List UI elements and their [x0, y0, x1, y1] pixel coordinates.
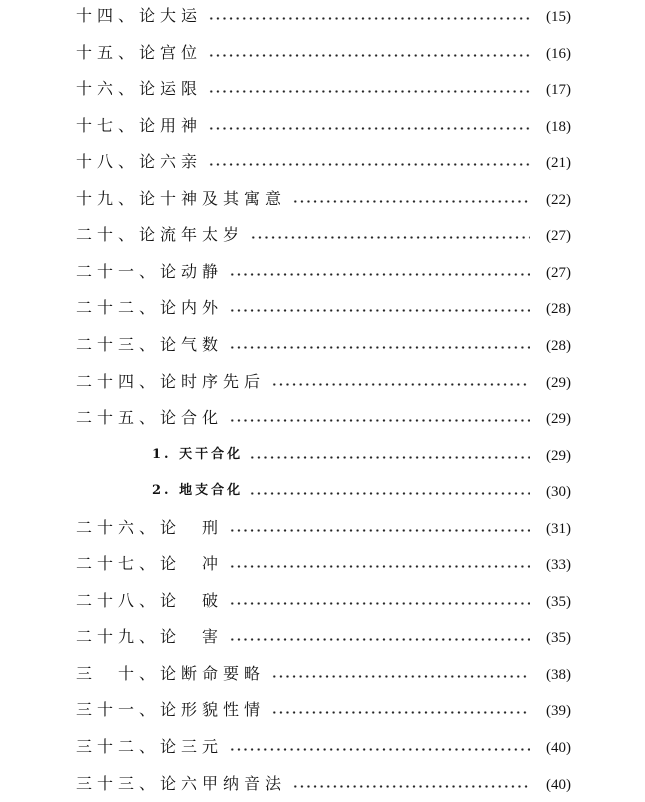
- toc-entry-title: 二十五、论合化: [76, 408, 224, 428]
- toc-dot-leader: [250, 236, 530, 239]
- toc-page-number: (16): [546, 45, 571, 62]
- toc-entry-title: 1. 天干合化: [152, 446, 244, 462]
- toc-dot-leader: [208, 127, 530, 130]
- toc-entry-title: 三十三、论六甲纳音法: [76, 773, 287, 793]
- toc-entry: [0, 290, 645, 326]
- toc-entry: [0, 254, 645, 290]
- toc-entry: [0, 364, 645, 400]
- toc-entry-title: 二十八、论 破: [76, 590, 224, 610]
- toc-dot-leader: [208, 17, 530, 20]
- toc-page-number: (39): [546, 703, 571, 720]
- toc-entry-title: 三十一、论形貌性情: [76, 700, 266, 720]
- toc-dot-leader: [229, 529, 530, 532]
- toc-page-number: (18): [546, 118, 571, 135]
- toc-entry: [0, 692, 645, 728]
- toc-page-number: (35): [546, 630, 571, 647]
- toc-page-number: (28): [546, 301, 571, 318]
- toc-entry: [0, 619, 645, 655]
- toc-entry-title: 二十一、论动静: [76, 261, 224, 281]
- toc-page-number: (35): [546, 593, 571, 610]
- toc-page-number: (21): [546, 155, 571, 172]
- toc-entry-title: 2. 地支合化: [152, 483, 244, 499]
- toc-dot-leader: [292, 785, 530, 788]
- toc-dot-leader: [229, 309, 530, 312]
- toc-entry-title: 十九、论十神及其寓意: [76, 188, 287, 208]
- toc-page-number: (40): [546, 776, 571, 793]
- toc-page-number: (40): [546, 740, 571, 756]
- toc-page-number: (33): [546, 557, 571, 574]
- toc-entry-title: 十八、论六亲: [76, 152, 203, 172]
- toc-page-number: (30): [546, 484, 571, 501]
- toc-entry: [0, 35, 645, 71]
- toc-entry-title: 三十二、论三元: [76, 737, 224, 756]
- toc-entry: [0, 0, 645, 34]
- toc-entry: [0, 546, 645, 582]
- toc-entry: [0, 71, 645, 107]
- toc-entry-title: 二十四、论时序先后: [76, 371, 266, 391]
- toc-dot-leader: [208, 163, 530, 166]
- toc-entry-title: 二十、论流年太岁: [76, 225, 245, 245]
- toc-dot-leader: [208, 90, 530, 93]
- toc-page-number: (15): [546, 9, 571, 25]
- toc-dot-leader: [271, 711, 530, 714]
- toc-dot-leader: [229, 638, 530, 641]
- toc-entry: [0, 217, 645, 253]
- toc-entry: [0, 108, 645, 144]
- toc-page-number: (27): [546, 264, 571, 281]
- toc-entry-title: 二十七、论 冲: [76, 554, 224, 574]
- toc-entry-title: 三 十、论断命要略: [76, 663, 266, 683]
- toc-entry-title: 十六、论运限: [76, 79, 203, 99]
- toc-entry-title: 二十六、论 刑: [76, 517, 224, 537]
- toc-page-number: (28): [546, 337, 571, 354]
- toc-subentry: [0, 473, 645, 509]
- toc-entry: [0, 181, 645, 217]
- toc-entry: [0, 729, 645, 765]
- toc-entry: [0, 766, 645, 802]
- toc-page-number: (22): [546, 191, 571, 208]
- toc-dot-leader: [271, 675, 530, 678]
- toc-entry: [0, 510, 645, 546]
- toc-page-number: (29): [546, 374, 571, 391]
- toc-entry-title: 二十九、论 害: [76, 627, 224, 647]
- toc-dot-leader: [229, 748, 530, 751]
- toc-entry-title: 二十二、论内外: [76, 298, 224, 318]
- toc-subentry: [0, 437, 645, 473]
- toc-dot-leader: [249, 492, 530, 495]
- toc-entry-title: 十四、论大运: [76, 6, 203, 25]
- toc-entry-title: 十五、论宫位: [76, 42, 203, 62]
- toc-page-number: (29): [546, 447, 571, 464]
- toc-entry-title: 十七、论用神: [76, 115, 203, 135]
- toc-entry-title: 二十三、论气数: [76, 334, 224, 354]
- toc-dot-leader: [249, 456, 530, 459]
- toc-entry: [0, 656, 645, 692]
- toc-page-number: (27): [546, 228, 571, 245]
- toc-dot-leader: [229, 273, 530, 276]
- toc-dot-leader: [229, 419, 530, 422]
- toc-page-number: (38): [546, 666, 571, 683]
- toc-page-number: (29): [546, 411, 571, 428]
- toc-dot-leader: [229, 346, 530, 349]
- toc-page-number: (31): [546, 520, 571, 537]
- toc-entry: [0, 327, 645, 363]
- toc-entry: [0, 583, 645, 619]
- toc-page-number: (17): [546, 82, 571, 99]
- toc-dot-leader: [271, 383, 530, 386]
- toc-dot-leader: [229, 565, 530, 568]
- toc-dot-leader: [208, 54, 530, 57]
- toc-dot-leader: [229, 602, 530, 605]
- toc-entry: [0, 144, 645, 180]
- toc-dot-leader: [292, 200, 530, 203]
- toc-entry: [0, 400, 645, 436]
